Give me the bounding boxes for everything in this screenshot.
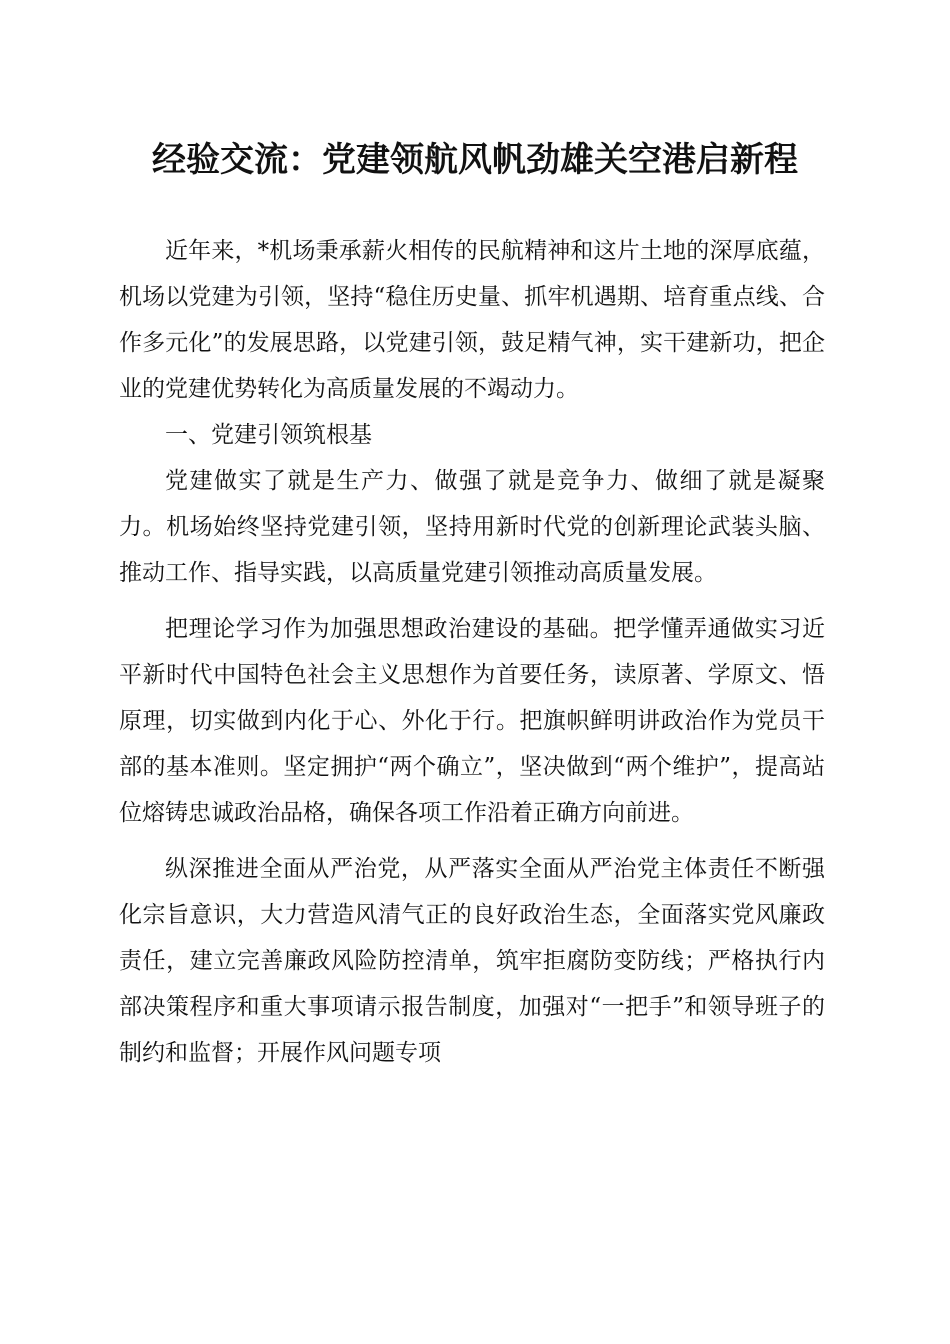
section-heading-1: 一、党建引领筑根基 xyxy=(165,422,372,448)
paragraph-intro: 近年来，*机场秉承薪火相传的民航精神和这片土地的深厚底蕴，机场以党建为引领，坚持“稳住历史量、抓牢机遇期、培育重点线、合作多元化”的发展思路，以党建引领，鼓足精气神，实干建新功，把企业的党建优势转化为高质量发展的不竭动力。 xyxy=(119,238,825,402)
paragraph-productivity: 党建做实了就是生产力、做强了就是竞争力、做细了就是凝聚力。机场始终坚持党建引领，坚持用新时代党的创新理论武装头脑、推动工作、指导实践，以高质量党建引领推动高质量发展。 xyxy=(119,468,825,586)
paragraph-party-discipline: 纵深推进全面从严治党，从严落实全面从严治党主体责任不断强化宗旨意识，大力营造风清气正的良好政治生态，全面落实党风廉政责任，建立完善廉政风险防控清单，筑牢拒腐防变防线；严格执行内部决策程序和重大事项请示报告制度，加强对“一把手”和领导班子的制约和监督；开展作风问题专项 xyxy=(119,856,825,1066)
document-title: 经验交流：党建领航风帆劲雄关空港启新程 xyxy=(152,140,798,180)
paragraph-theory-study: 把理论学习作为加强思想政治建设的基础。把学懂弄通做实习近平新时代中国特色社会主义思想作为首要任务，读原著、学原文、悟原理，切实做到内化于心、外化于行。把旗帜鲜明讲政治作为党员干部的基本准则。坚定拥护“两个确立”，坚决做到“两个维护”，提高站位熔铸忠诚政治品格，确保各项工作沿着正确方向前进。 xyxy=(119,616,825,826)
document-body xyxy=(119,228,825,1076)
